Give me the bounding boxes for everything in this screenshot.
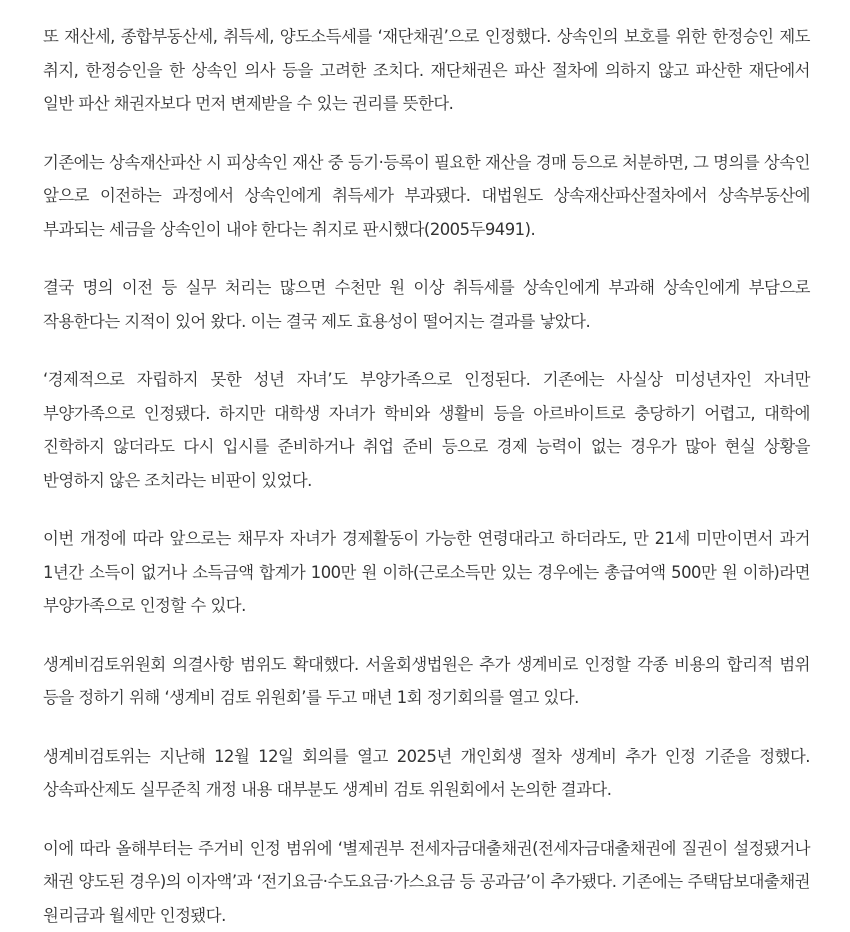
paragraph-7: 생계비검토위는 지난해 12월 12일 회의를 열고 2025년 개인회생 절차 생계비 추가 인정 기준을 정했다. 상속파산제도 실무준칙 개정 내용 대부분도 생계비 검토 위원회에서 논의한 결과다. bbox=[43, 740, 810, 807]
paragraph-5: 이번 개정에 따라 앞으로는 채무자 자녀가 경제활동이 가능한 연령대라고 하더라도, 만 21세 미만이면서 과거 1년간 소득이 없거나 소득금액 합계가 100만 원 이하(근로소득만 있는 경우에는 총급여액 500만 원 이하)라면 부양가족으로 인정할 수 있다. bbox=[43, 522, 810, 623]
paragraph-2: 기존에는 상속재산파산 시 피상속인 재산 중 등기·등록이 필요한 재산을 경매 등으로 처분하면, 그 명의를 상속인 앞으로 이전하는 과정에서 상속인에게 취득세가 부과됐다. 대법원도 상속재산파산절차에서 상속부동산에 부과되는 세금을 상속인이 내야 한다는 취지로 판시했다(2005두9491). bbox=[43, 146, 810, 247]
paragraph-3: 결국 명의 이전 등 실무 처리는 많으면 수천만 원 이상 취득세를 상속인에게 부과해 상속인에게 부담으로 작용한다는 지적이 있어 왔다. 이는 결국 제도 효용성이 떨어지는 결과를 낳았다. bbox=[43, 271, 810, 338]
paragraph-8: 이에 따라 올해부터는 주거비 인정 범위에 ‘별제권부 전세자금대출채권(전세자금대출채권에 질권이 설정됐거나 채권 양도된 경우)의 이자액’과 ‘전기요금·수도요금·가스요금 등 공과금’이 추가됐다. 기존에는 주택담보대출채권 원리금과 월세만 인정됐다. bbox=[43, 832, 810, 932]
paragraph-4: ‘경제적으로 자립하지 못한 성년 자녀’도 부양가족으로 인정된다. 기존에는 사실상 미성년자인 자녀만 부양가족으로 인정됐다. 하지만 대학생 자녀가 학비와 생활비 등을 아르바이트로 충당하기 어렵고, 대학에 진학하지 않더라도 다시 입시를 준비하거나 취업 준비 등으로 경제 능력이 없는 경우가 많아 현실 상황을 반영하지 않은 조치라는 비판이 있었다. bbox=[43, 363, 810, 497]
paragraph-1: 또 재산세, 종합부동산세, 취득세, 양도소득세를 ‘재단채권’으로 인정했다. 상속인의 보호를 위한 한정승인 제도 취지, 한정승인을 한 상속인 의사 등을 고려한 조치다. 재단채권은 파산 절차에 의하지 않고 파산한 재단에서 일반 파산 채권자보다 먼저 변제받을 수 있는 권리를 뜻한다. bbox=[43, 20, 810, 121]
paragraph-6: 생계비검토위원회 의결사항 범위도 확대했다. 서울회생법원은 추가 생계비로 인정할 각종 비용의 합리적 범위 등을 정하기 위해 ‘생계비 검토 위원회’를 두고 매년 1회 정기회의를 열고 있다. bbox=[43, 648, 810, 715]
